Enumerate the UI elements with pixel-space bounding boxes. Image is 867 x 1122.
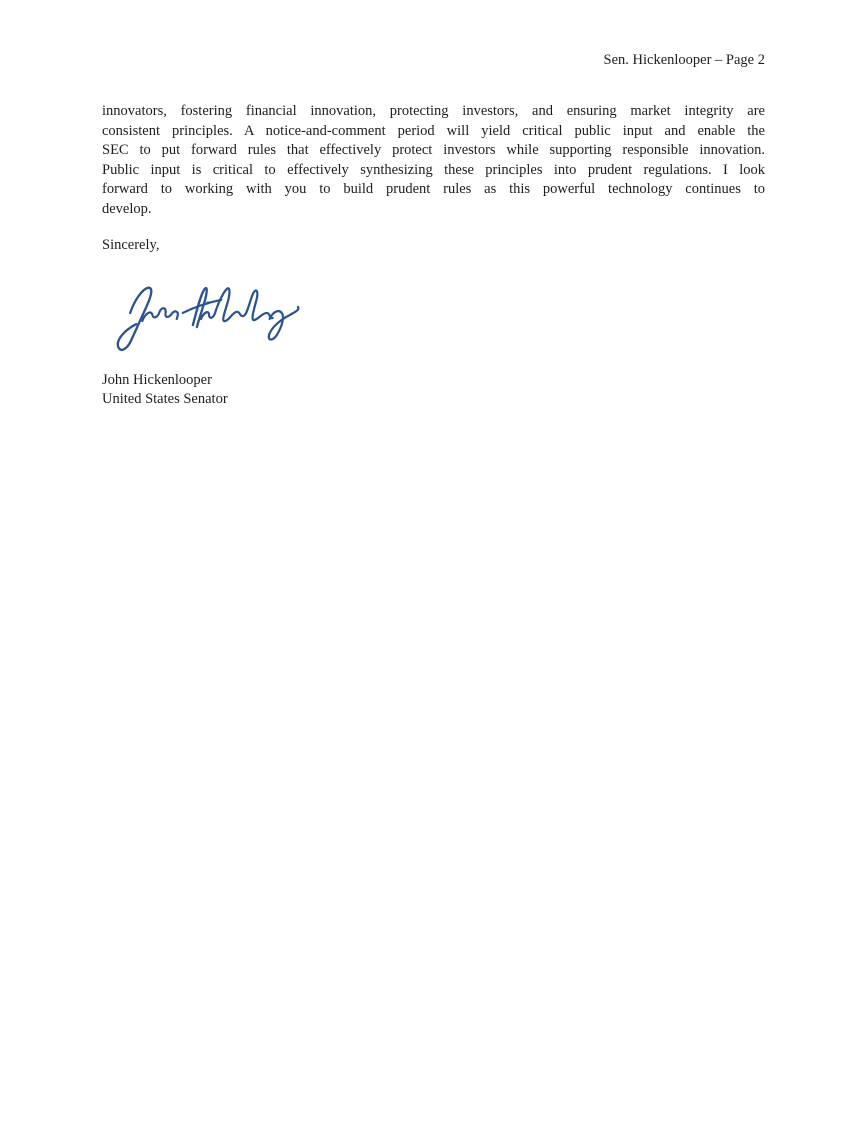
body-line: SEC to put forward rules that effectively protect investors while supporting responsible innovation.: [102, 142, 765, 159]
signature-block: [102, 371, 228, 410]
letter-closing: Sincerely,: [102, 237, 160, 253]
signer-name: John Hickenlooper: [102, 372, 212, 388]
signature-dot: [207, 301, 210, 304]
letter-content: [102, 0, 765, 1122]
page-header: Sen. Hickenlooper – Page 2: [603, 52, 765, 68]
body-line: consistent principles. A notice-and-comment period will yield critical public input and enable the: [102, 122, 765, 139]
body-line: Public input is critical to effectively synthesizing these principles into prudent regulations. I look: [102, 161, 765, 178]
signature-stroke: [269, 307, 299, 340]
signature: [112, 278, 302, 360]
signature-ink-icon: [112, 278, 302, 360]
letter-body-paragraph: [102, 102, 765, 220]
signature-stroke: [118, 288, 152, 350]
body-line: forward to working with you to build prudent rules as this powerful technology continues to: [102, 181, 765, 198]
signer-title: United States Senator: [102, 391, 228, 408]
signature-stroke: [201, 288, 273, 321]
body-line: innovators, fostering financial innovation, protecting investors, and ensuring market integrity are: [102, 103, 765, 119]
body-line: develop.: [102, 200, 152, 217]
signature-stroke: [142, 308, 178, 321]
